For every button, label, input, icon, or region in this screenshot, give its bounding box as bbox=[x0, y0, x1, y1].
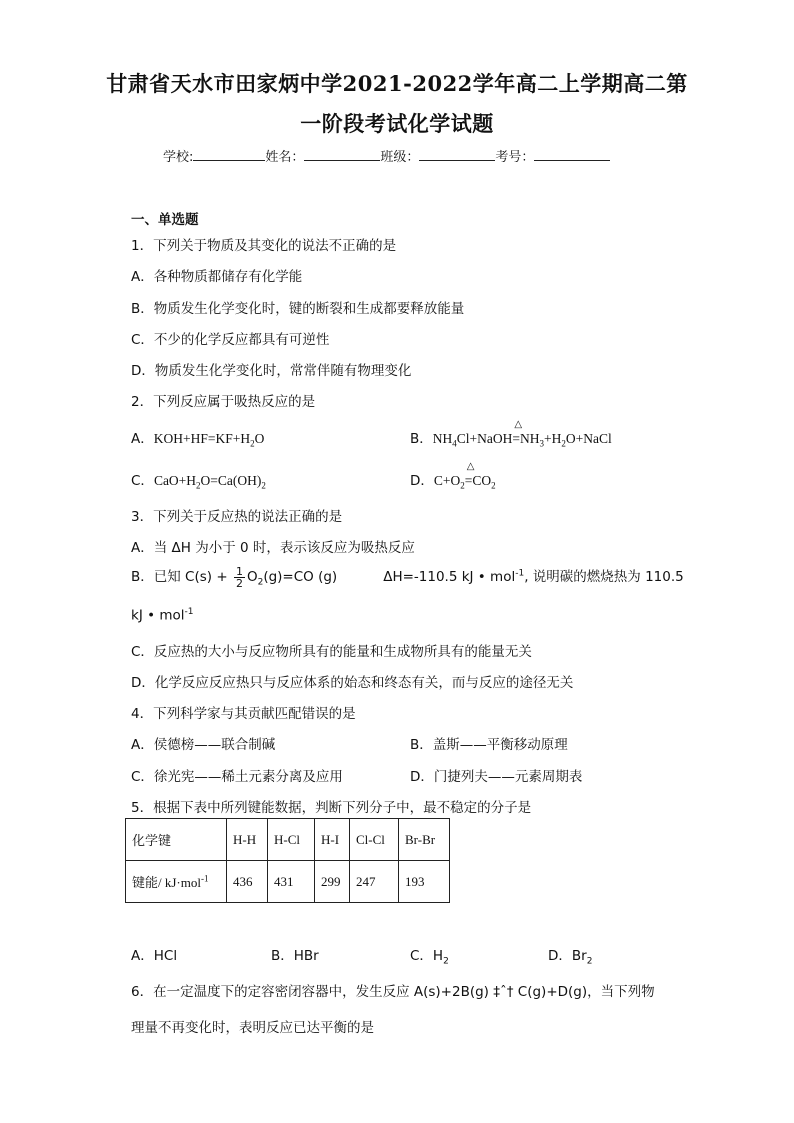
equilibrium-arrow: ‡ˆ† bbox=[493, 984, 514, 1000]
heat-arrow: △ = bbox=[512, 419, 523, 446]
bond-energy-table bbox=[125, 818, 450, 903]
q3-option-b: B．已知 C(s) + $\frac{1}{2}$ $O_2(g)=CO$ (g) ΔH=-110.5 kJ • mol$^{-1}$, 说明碳的燃烧热为 110.5 bbox=[131, 564, 684, 590]
table-cell: 化学键 bbox=[126, 819, 227, 861]
section-heading: 一、单选题 bbox=[131, 212, 199, 228]
q1-stem: 1．下列关于物质及其变化的说法不正确的是 bbox=[131, 238, 397, 254]
class-label: 班级： bbox=[380, 150, 420, 165]
q5-option-b: B．HBr bbox=[271, 948, 319, 964]
equation: $KOH+HF=KF+H_2O$ bbox=[153, 431, 265, 449]
table-cell: Br-Br bbox=[399, 819, 450, 861]
number-label: 考号： bbox=[495, 150, 535, 165]
q2-stem: 2．下列反应属于吸热反应的是 bbox=[131, 394, 316, 410]
q1-option-b: B．物质发生化学变化时，键的断裂和生成都要释放能量 bbox=[131, 301, 465, 317]
fraction: $\frac{1}{2}$ bbox=[235, 564, 243, 590]
table-cell: H-H bbox=[227, 819, 268, 861]
name-label: 姓名： bbox=[265, 150, 305, 165]
table-row bbox=[126, 819, 450, 861]
option-letter: A． bbox=[131, 431, 154, 447]
name-field[interactable] bbox=[304, 148, 380, 161]
q4-option-b: B．盖斯——平衡移动原理 bbox=[410, 737, 568, 753]
q3-option-b-cont: kJ • mol$^{-1}$ bbox=[131, 607, 194, 624]
q2-option-d bbox=[410, 461, 496, 491]
table-cell: H-I bbox=[315, 819, 350, 861]
number-field[interactable] bbox=[534, 148, 610, 161]
q2-option-c bbox=[131, 469, 266, 491]
q5-option-d: D．$Br_2$ bbox=[548, 948, 593, 967]
table-cell: H-Cl bbox=[268, 819, 315, 861]
option-letter: B． bbox=[410, 431, 433, 447]
option-letter: D． bbox=[410, 473, 434, 489]
school-field[interactable] bbox=[193, 148, 265, 161]
q4-option-c: C．徐光宪——稀土元素分离及应用 bbox=[131, 769, 343, 785]
equation: $CaO+H_2O=Ca(OH)_2$ bbox=[153, 473, 266, 491]
table-cell: Cl-Cl bbox=[350, 819, 399, 861]
school-label: 学校: bbox=[163, 150, 194, 165]
page-title-line1: 甘肃省天水市田家炳中学2021-2022学年高二上学期高二第 bbox=[106, 71, 688, 96]
equation: $C+O_2$ △ $=CO_2$ bbox=[433, 461, 496, 491]
q3-option-d: D．化学反应反应热只与反应体系的始态和终态有关，而与反应的途径无关 bbox=[131, 675, 574, 691]
table-cell: 299 bbox=[315, 861, 350, 903]
student-info-row bbox=[163, 146, 610, 165]
q3-stem: 3．下列关于反应热的说法正确的是 bbox=[131, 509, 343, 525]
table-cell: 247 bbox=[350, 861, 399, 903]
q6-stem-line2: 理量不再变化时，表明反应已达平衡的是 bbox=[131, 1020, 374, 1036]
q6-stem-line1: 6．在一定温度下的定容密闭容器中，发生反应 A(s)+2B(g) ‡ˆ† C(g)+D(g)，当下列物 bbox=[131, 984, 655, 1000]
equation: $NH_4Cl+NaOH$ △ $=NH_3+H_2O+NaCl$ bbox=[432, 419, 612, 449]
q5-option-c: C．$H_2$ bbox=[410, 948, 449, 967]
q2-option-a bbox=[131, 427, 264, 449]
heat-arrow: △ = bbox=[464, 461, 475, 488]
class-field[interactable] bbox=[419, 148, 495, 161]
table-cell: 193 bbox=[399, 861, 450, 903]
q4-option-d: D．门捷列夫——元素周期表 bbox=[410, 769, 583, 785]
table-cell: 键能/ kJ·mol$^{-1}$ bbox=[126, 861, 227, 903]
q4-option-a: A．侯德榜——联合制碱 bbox=[131, 737, 276, 753]
q1-option-c: C．不少的化学反应都具有可逆性 bbox=[131, 332, 330, 348]
q3-option-a: A．当 ΔH 为小于 0 时，表示该反应为吸热反应 bbox=[131, 540, 415, 556]
option-letter: C． bbox=[131, 473, 154, 489]
q2-option-b bbox=[410, 419, 612, 449]
table-row bbox=[126, 861, 450, 903]
q4-stem: 4．下列科学家与其贡献匹配错误的是 bbox=[131, 706, 356, 722]
page-title-line2: 一阶段考试化学试题 bbox=[300, 111, 494, 136]
q1-option-d: D．物质发生化学变化时，常常伴随有物理变化 bbox=[131, 363, 412, 379]
table-cell: 436 bbox=[227, 861, 268, 903]
q5-option-a: A．HCl bbox=[131, 948, 178, 964]
q3-option-c: C．反应热的大小与反应物所具有的能量和生成物所具有的能量无关 bbox=[131, 644, 532, 660]
table-cell: 431 bbox=[268, 861, 315, 903]
q1-option-a: A．各种物质都储存有化学能 bbox=[131, 269, 303, 285]
q5-stem: 5．根据下表中所列键能数据，判断下列分子中，最不稳定的分子是 bbox=[131, 800, 532, 816]
